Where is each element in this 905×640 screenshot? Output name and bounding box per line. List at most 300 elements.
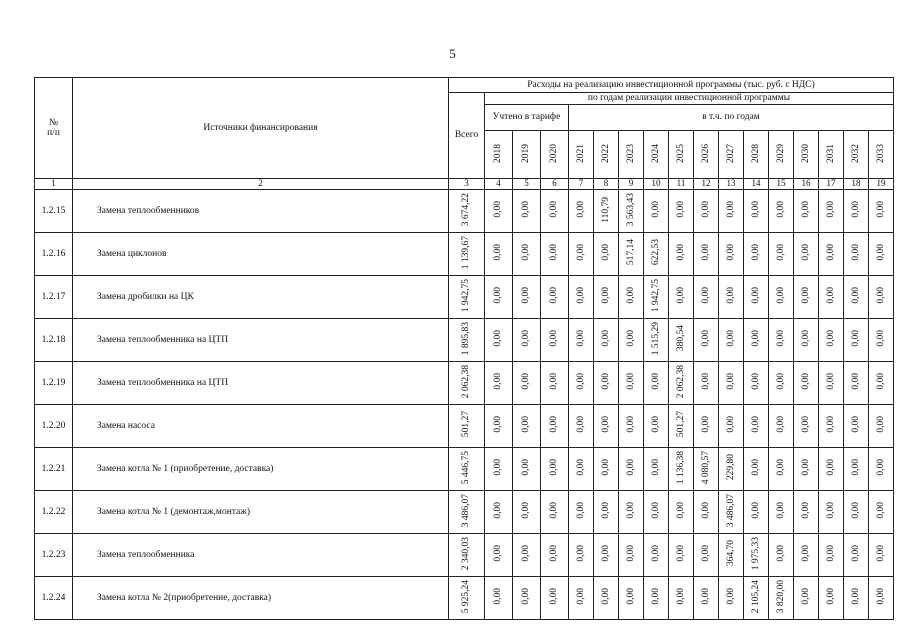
year-value: 110,79	[600, 196, 611, 223]
year-value: 0,00	[850, 459, 861, 476]
year-value-cell	[569, 233, 594, 276]
year-value: 0,00	[650, 545, 661, 562]
year-value: 0,00	[521, 416, 532, 433]
year-value-cell	[569, 276, 594, 319]
year-value-cell	[844, 362, 869, 405]
year-value: 3 486,07	[725, 493, 736, 528]
year-value-cell	[819, 577, 844, 620]
year-label: 2024	[650, 143, 661, 163]
year-value: 0,00	[575, 459, 586, 476]
year-value: 0,00	[650, 588, 661, 605]
year-value-cell	[769, 319, 794, 362]
year-value: 0,00	[575, 416, 586, 433]
year-value-cell	[694, 190, 719, 233]
year-value: 380,54	[675, 325, 686, 352]
year-value: 0,00	[493, 502, 504, 519]
year-value-cell	[619, 190, 644, 233]
year-value-cell	[485, 405, 513, 448]
year-value-cell	[744, 448, 769, 491]
year-header	[719, 131, 744, 179]
year-value: 0,00	[850, 330, 861, 347]
year-value-cell	[744, 233, 769, 276]
year-value: 0,00	[850, 545, 861, 562]
year-label: 2031	[825, 143, 836, 163]
year-value: 0,00	[575, 545, 586, 562]
year-value: 0,00	[750, 287, 761, 304]
year-value-cell	[844, 233, 869, 276]
row-total	[449, 405, 485, 448]
year-value: 0,00	[700, 373, 711, 390]
year-value-cell	[719, 491, 744, 534]
year-value-cell	[485, 190, 513, 233]
year-label: 2025	[675, 143, 686, 163]
year-value: 0,00	[493, 373, 504, 390]
year-value-cell	[694, 276, 719, 319]
year-value: 0,00	[875, 330, 886, 347]
year-value: 0,00	[675, 502, 686, 519]
year-value: 0,00	[875, 545, 886, 562]
year-value-cell	[819, 276, 844, 319]
year-label: 2027	[725, 143, 736, 163]
sources-header: Источники финансирования	[73, 78, 449, 179]
year-value-cell	[569, 577, 594, 620]
year-value-cell	[619, 233, 644, 276]
row-source-name: Замена насоса	[73, 405, 449, 448]
year-value-cell	[669, 534, 694, 577]
row-total-value: 3 674,22	[461, 192, 472, 227]
year-value-cell	[794, 233, 819, 276]
year-label: 2028	[750, 143, 761, 163]
year-value-cell	[669, 190, 694, 233]
row-number: 1.2.17	[35, 276, 73, 319]
year-value-cell	[594, 577, 619, 620]
year-value: 0,00	[600, 287, 611, 304]
column-number: 3	[449, 179, 485, 190]
year-value-cell	[541, 491, 569, 534]
year-value-cell	[844, 534, 869, 577]
row-total	[449, 448, 485, 491]
year-value-cell	[794, 362, 819, 405]
year-value-cell	[844, 405, 869, 448]
year-value-cell	[619, 362, 644, 405]
year-value-cell	[644, 577, 669, 620]
year-value-cell	[644, 276, 669, 319]
year-value: 0,00	[600, 244, 611, 261]
year-value-cell	[719, 319, 744, 362]
year-value: 0,00	[850, 502, 861, 519]
year-value: 0,00	[493, 588, 504, 605]
row-number: 1.2.15	[35, 190, 73, 233]
year-value-cell	[541, 448, 569, 491]
year-value-cell	[719, 577, 744, 620]
year-value: 0,00	[875, 459, 886, 476]
year-value-cell	[513, 319, 541, 362]
year-value-cell	[769, 448, 794, 491]
row-total-value: 1 139,67	[461, 235, 472, 270]
row-total-value: 5 446,75	[461, 450, 472, 485]
year-value-cell	[569, 405, 594, 448]
year-value-cell	[769, 405, 794, 448]
year-value-cell	[794, 491, 819, 534]
year-header	[513, 131, 541, 179]
year-value-cell	[869, 319, 894, 362]
year-value-cell	[694, 233, 719, 276]
year-value: 0,00	[549, 459, 560, 476]
year-value: 0,00	[825, 330, 836, 347]
year-label: 2018	[493, 143, 504, 163]
column-number: 16	[794, 179, 819, 190]
year-value: 0,00	[800, 459, 811, 476]
year-value: 0,00	[875, 201, 886, 218]
year-label: 2022	[600, 143, 611, 163]
year-value: 0,00	[825, 201, 836, 218]
row-total-value: 5 925,24	[461, 579, 472, 614]
year-value-cell	[719, 190, 744, 233]
year-value-cell	[513, 534, 541, 577]
year-value: 0,00	[800, 545, 811, 562]
year-value: 0,00	[493, 330, 504, 347]
year-value: 0,00	[521, 588, 532, 605]
year-value: 0,00	[625, 330, 636, 347]
year-value: 0,00	[700, 330, 711, 347]
year-header	[819, 131, 844, 179]
year-value: 0,00	[775, 459, 786, 476]
year-value: 0,00	[625, 588, 636, 605]
year-value-cell	[541, 577, 569, 620]
year-value-cell	[819, 233, 844, 276]
year-value-cell	[569, 448, 594, 491]
year-value: 1 975,33	[750, 536, 761, 571]
year-value: 501,27	[675, 411, 686, 438]
row-source-name: Замена теплообменника на ЦТП	[73, 319, 449, 362]
year-value: 0,00	[700, 416, 711, 433]
year-value-cell	[869, 405, 894, 448]
table-row	[35, 577, 894, 620]
year-value: 0,00	[800, 588, 811, 605]
year-value: 1 515,29	[650, 321, 661, 356]
year-value: 0,00	[800, 244, 811, 261]
year-value: 1 136,38	[675, 450, 686, 485]
year-label: 2021	[575, 143, 586, 163]
year-value-cell	[594, 319, 619, 362]
year-value-cell	[669, 577, 694, 620]
year-value-cell	[594, 233, 619, 276]
year-value: 0,00	[800, 330, 811, 347]
year-value-cell	[819, 405, 844, 448]
year-value-cell	[569, 362, 594, 405]
row-total	[449, 362, 485, 405]
year-value-cell	[794, 405, 819, 448]
year-value: 0,00	[600, 588, 611, 605]
year-value: 0,00	[875, 502, 886, 519]
table-row	[35, 233, 894, 276]
row-number: 1.2.21	[35, 448, 73, 491]
year-value: 0,00	[700, 287, 711, 304]
year-value: 0,00	[675, 545, 686, 562]
year-value: 0,00	[875, 416, 886, 433]
column-number: 11	[669, 179, 694, 190]
year-value-cell	[485, 491, 513, 534]
year-value: 0,00	[650, 416, 661, 433]
year-value: 0,00	[575, 330, 586, 347]
year-header	[869, 131, 894, 179]
year-value: 0,00	[549, 201, 560, 218]
column-number: 7	[569, 179, 594, 190]
year-value-cell	[644, 534, 669, 577]
year-value-cell	[541, 190, 569, 233]
table-row	[35, 362, 894, 405]
year-value-cell	[869, 577, 894, 620]
column-number: 18	[844, 179, 869, 190]
year-header	[744, 131, 769, 179]
year-value: 0,00	[750, 502, 761, 519]
year-value: 0,00	[521, 201, 532, 218]
year-value-cell	[541, 534, 569, 577]
year-value-cell	[594, 405, 619, 448]
year-value-cell	[769, 534, 794, 577]
year-value: 0,00	[493, 244, 504, 261]
year-value-cell	[719, 276, 744, 319]
year-value: 0,00	[800, 201, 811, 218]
column-number: 6	[541, 179, 569, 190]
year-value-cell	[694, 448, 719, 491]
year-value-cell	[694, 577, 719, 620]
year-value-cell	[669, 448, 694, 491]
year-value: 0,00	[600, 459, 611, 476]
row-number: 1.2.16	[35, 233, 73, 276]
page-number: 5	[449, 46, 456, 61]
year-value: 0,00	[549, 373, 560, 390]
year-value-cell	[794, 448, 819, 491]
year-value: 0,00	[521, 244, 532, 261]
year-value: 0,00	[600, 373, 611, 390]
year-value: 0,00	[575, 244, 586, 261]
row-total	[449, 276, 485, 319]
table-row	[35, 190, 894, 233]
year-value-cell	[644, 405, 669, 448]
year-value: 0,00	[725, 588, 736, 605]
year-value-cell	[594, 491, 619, 534]
year-value-cell	[819, 534, 844, 577]
row-source-name: Замена котла № 2(приобретение, доставка)	[73, 577, 449, 620]
year-value-cell	[844, 276, 869, 319]
row-number: 1.2.18	[35, 319, 73, 362]
year-value-cell	[541, 276, 569, 319]
year-value: 0,00	[650, 201, 661, 218]
year-value-cell	[819, 362, 844, 405]
year-value-cell	[769, 362, 794, 405]
year-value: 0,00	[625, 545, 636, 562]
column-number: 4	[485, 179, 513, 190]
year-value: 0,00	[850, 416, 861, 433]
year-value-cell	[844, 319, 869, 362]
table-row	[35, 319, 894, 362]
year-value-cell	[644, 319, 669, 362]
column-number: 10	[644, 179, 669, 190]
year-value-cell	[819, 190, 844, 233]
year-value: 0,00	[775, 545, 786, 562]
year-value: 4 080,57	[700, 450, 711, 485]
table-row	[35, 405, 894, 448]
year-value: 0,00	[750, 373, 761, 390]
year-value: 0,00	[825, 244, 836, 261]
year-value-cell	[669, 491, 694, 534]
year-value-cell	[513, 491, 541, 534]
year-value-cell	[644, 233, 669, 276]
year-value: 0,00	[549, 330, 560, 347]
year-value-cell	[644, 362, 669, 405]
year-value: 229,80	[725, 454, 736, 481]
year-value: 1 942,75	[650, 278, 661, 313]
row-total-value: 2 340,03	[461, 536, 472, 571]
year-value-cell	[719, 405, 744, 448]
year-header	[794, 131, 819, 179]
year-value: 0,00	[775, 502, 786, 519]
year-value-cell	[694, 491, 719, 534]
row-total	[449, 577, 485, 620]
year-value: 517,14	[625, 239, 636, 266]
tariff-header: Учтено в тарифе	[485, 105, 569, 131]
year-value: 0,00	[775, 373, 786, 390]
year-value-cell	[541, 362, 569, 405]
year-value: 0,00	[825, 588, 836, 605]
row-total	[449, 233, 485, 276]
year-value-cell	[594, 362, 619, 405]
year-value: 0,00	[675, 244, 686, 261]
year-header	[669, 131, 694, 179]
year-value: 0,00	[725, 244, 736, 261]
year-value: 0,00	[750, 244, 761, 261]
year-value-cell	[794, 577, 819, 620]
column-number: 19	[869, 179, 894, 190]
year-value-cell	[569, 534, 594, 577]
year-value: 0,00	[521, 373, 532, 390]
row-total-value: 2 062,38	[461, 364, 472, 399]
year-value-cell	[769, 276, 794, 319]
year-value: 3 563,43	[625, 192, 636, 227]
year-label: 2026	[700, 143, 711, 163]
num-header: № п/п	[35, 78, 73, 179]
year-value-cell	[541, 233, 569, 276]
column-number: 2	[73, 179, 449, 190]
year-value-cell	[819, 319, 844, 362]
year-value: 0,00	[875, 373, 886, 390]
year-value: 0,00	[493, 416, 504, 433]
year-value-cell	[869, 491, 894, 534]
year-value: 0,00	[650, 502, 661, 519]
row-source-name: Замена теплообменника	[73, 534, 449, 577]
year-value: 622,53	[650, 239, 661, 266]
year-value-cell	[485, 577, 513, 620]
row-source-name: Замена теплообменников	[73, 190, 449, 233]
year-value-cell	[569, 491, 594, 534]
column-number: 12	[694, 179, 719, 190]
year-label: 2023	[625, 143, 636, 163]
year-value-cell	[744, 491, 769, 534]
by-years-header: по годам реализации инвестиционной программы	[485, 93, 894, 105]
year-value-cell	[844, 577, 869, 620]
year-value: 0,00	[775, 416, 786, 433]
year-value-cell	[669, 362, 694, 405]
year-value-cell	[869, 276, 894, 319]
year-label: 2020	[549, 143, 560, 163]
year-value: 0,00	[600, 330, 611, 347]
year-value-cell	[669, 405, 694, 448]
year-value: 0,00	[750, 459, 761, 476]
year-value-cell	[619, 577, 644, 620]
year-value-cell	[619, 534, 644, 577]
year-value-cell	[744, 534, 769, 577]
expenses-header: Расходы на реализацию инвестиционной программы (тыс. руб. с НДС)	[449, 78, 894, 93]
year-value-cell	[485, 276, 513, 319]
year-value-cell	[513, 190, 541, 233]
row-number: 1.2.23	[35, 534, 73, 577]
year-value-cell	[619, 276, 644, 319]
year-value: 0,00	[675, 287, 686, 304]
row-total-value: 3 486,07	[461, 493, 472, 528]
year-value-cell	[644, 448, 669, 491]
year-value: 0,00	[825, 459, 836, 476]
incl-years-header: в т.ч. по годам	[569, 105, 894, 131]
year-value-cell	[719, 534, 744, 577]
year-value: 0,00	[493, 287, 504, 304]
year-value: 0,00	[549, 502, 560, 519]
year-value: 0,00	[700, 502, 711, 519]
year-value-cell	[644, 491, 669, 534]
total-header: Всего	[449, 93, 485, 179]
year-value-cell	[719, 448, 744, 491]
year-value-cell	[794, 276, 819, 319]
year-value-cell	[513, 362, 541, 405]
year-value: 0,00	[493, 201, 504, 218]
year-value-cell	[744, 362, 769, 405]
year-value-cell	[869, 362, 894, 405]
year-header	[644, 131, 669, 179]
year-value: 0,00	[600, 545, 611, 562]
year-value-cell	[644, 190, 669, 233]
year-value: 0,00	[825, 287, 836, 304]
year-value: 0,00	[750, 201, 761, 218]
year-value-cell	[541, 319, 569, 362]
year-value: 0,00	[625, 459, 636, 476]
year-value-cell	[869, 190, 894, 233]
year-value: 0,00	[750, 330, 761, 347]
column-number: 15	[769, 179, 794, 190]
year-value: 0,00	[725, 373, 736, 390]
year-header	[619, 131, 644, 179]
year-value: 0,00	[549, 416, 560, 433]
year-value-cell	[769, 577, 794, 620]
year-value-cell	[819, 491, 844, 534]
year-value-cell	[769, 491, 794, 534]
row-source-name: Замена теплообменника на ЦТП	[73, 362, 449, 405]
year-value-cell	[513, 577, 541, 620]
year-value-cell	[485, 534, 513, 577]
row-total	[449, 491, 485, 534]
year-value-cell	[485, 362, 513, 405]
year-value: 0,00	[549, 244, 560, 261]
year-value-cell	[513, 233, 541, 276]
row-source-name: Замена дробилки на ЦК	[73, 276, 449, 319]
year-value-cell	[694, 534, 719, 577]
year-value-cell	[694, 405, 719, 448]
year-value: 0,00	[575, 373, 586, 390]
year-value-cell	[869, 233, 894, 276]
year-value: 0,00	[700, 588, 711, 605]
year-header	[844, 131, 869, 179]
column-number: 9	[619, 179, 644, 190]
year-value: 0,00	[675, 201, 686, 218]
